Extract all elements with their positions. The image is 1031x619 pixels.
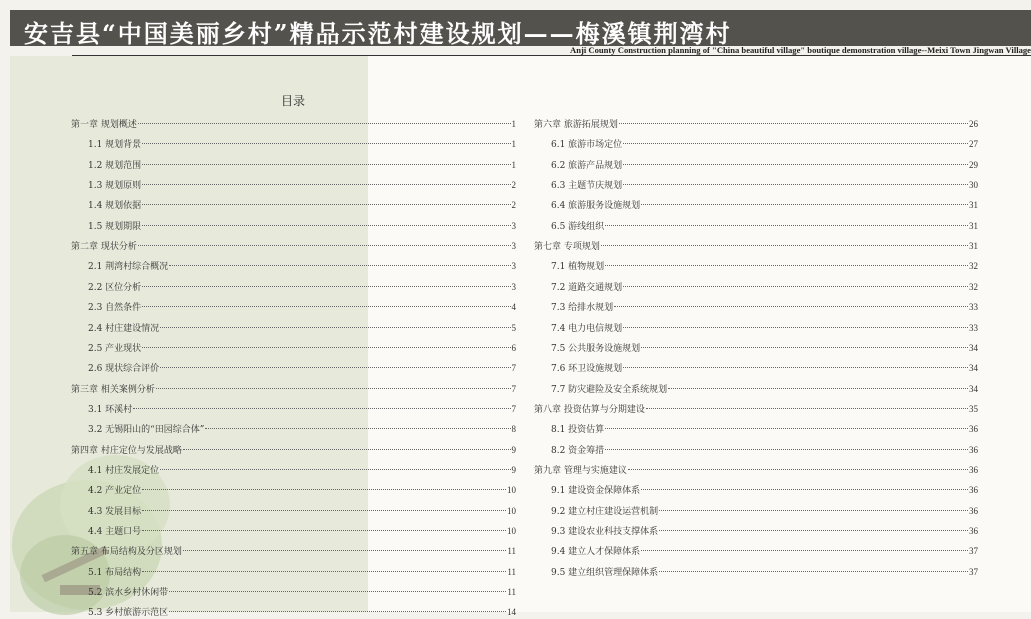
toc-section-entry[interactable] xyxy=(551,220,978,232)
toc-chapter-entry[interactable] xyxy=(71,383,516,395)
toc-section-entry[interactable] xyxy=(551,444,978,456)
toc-entry-label: 7.2 道路交通规划 xyxy=(551,282,623,293)
toc-chapter-entry[interactable] xyxy=(71,240,516,252)
toc-page-number: 31 xyxy=(969,200,978,211)
toc-page-number: 36 xyxy=(969,505,978,516)
toc-section-entry[interactable] xyxy=(551,179,978,191)
toc-entry-label: 1.3 规划原则 xyxy=(88,181,142,192)
toc-entry-label: 6.4 旅游服务设施规划 xyxy=(551,201,641,212)
toc-entry-label: 第六章 旅游拓展规划 xyxy=(534,120,618,130)
toc-entry-label: 9.3 建设农业科技支撑体系 xyxy=(551,527,659,537)
toc-entry-label: 第二章 现状分析 xyxy=(71,242,137,253)
toc-entry-label: 5.1 布局结构 xyxy=(88,567,142,578)
toc-entry-label: 1.4 规划依据 xyxy=(88,201,142,212)
toc-leader-dots xyxy=(646,408,968,409)
toc-entry-label: 第五章 布局结构及分区规划 xyxy=(71,547,182,558)
toc-leader-dots xyxy=(142,143,510,144)
toc-section-entry[interactable] xyxy=(551,199,978,211)
toc-section-entry[interactable] xyxy=(551,383,978,395)
toc-page-number: 8 xyxy=(511,424,516,435)
toc-page-number: 9 xyxy=(511,464,516,475)
toc-leader-dots xyxy=(160,327,510,328)
toc-leader-dots xyxy=(623,327,968,328)
toc-page-number: 7 xyxy=(511,383,516,394)
toc-leader-dots xyxy=(668,388,968,389)
toc-leader-dots xyxy=(605,428,968,429)
toc-entry-label: 7.1 植物规划 xyxy=(551,262,605,273)
toc-entry-label: 1.5 规划期限 xyxy=(88,221,142,232)
toc-leader-dots xyxy=(142,489,506,490)
toc-section-entry[interactable] xyxy=(88,179,516,191)
toc-section-entry[interactable] xyxy=(88,342,516,354)
toc-page-number: 36 xyxy=(969,424,978,435)
toc-section-entry[interactable] xyxy=(88,301,516,313)
toc-leader-dots xyxy=(623,286,968,287)
toc-leader-dots xyxy=(641,347,968,348)
toc-section-entry[interactable] xyxy=(88,464,516,476)
toc-leader-dots xyxy=(142,286,510,287)
toc-page-number: 1 xyxy=(511,139,516,150)
toc-entry-label: 第三章 相关案例分析 xyxy=(71,384,155,395)
toc-leader-dots xyxy=(205,428,510,429)
toc-entry-label: 8.1 投资估算 xyxy=(551,425,605,436)
toc-page-number: 2 xyxy=(511,200,516,211)
toc-page-number: 29 xyxy=(969,159,978,170)
toc-section-entry[interactable] xyxy=(551,281,978,293)
toc-leader-dots xyxy=(142,225,510,226)
toc-leader-dots xyxy=(659,530,968,531)
toc-leader-dots xyxy=(641,204,968,205)
toc-entry-label: 第七章 专项规划 xyxy=(534,242,600,253)
toc-page-number: 3 xyxy=(511,261,516,272)
toc-section-entry[interactable] xyxy=(88,362,516,374)
toc-page-number: 33 xyxy=(969,302,978,313)
toc-page-number: 36 xyxy=(969,526,978,536)
toc-section-entry[interactable] xyxy=(88,423,516,435)
toc-entry-label: 2.6 现状综合评价 xyxy=(88,364,160,375)
toc-entry-label: 4.3 发展目标 xyxy=(88,506,142,517)
toc-page-number: 33 xyxy=(969,322,978,333)
toc-page-number: 10 xyxy=(507,526,516,536)
toc-page-number: 5 xyxy=(511,322,516,333)
toc-entry-label: 2.5 产业现状 xyxy=(88,343,142,354)
toc-entry-label: 第九章 管理与实施建议 xyxy=(534,465,627,476)
toc-entry-label: 5.3 乡村旅游示范区 xyxy=(88,608,169,619)
toc-page-number: 31 xyxy=(969,220,978,231)
toc-entry-label: 7.7 防灾避险及安全系统规划 xyxy=(551,384,668,395)
toc-page-number: 1 xyxy=(511,159,516,170)
toc-entry-label: 2.2 区位分析 xyxy=(88,282,142,293)
toc-page-number: 3 xyxy=(511,241,516,252)
toc-page-number: 10 xyxy=(507,485,516,496)
toc-section-entry[interactable] xyxy=(551,423,978,435)
toc-page-number: 4 xyxy=(511,302,516,313)
toc-entry-label: 7.6 环卫设施规划 xyxy=(551,364,623,375)
toc-leader-dots xyxy=(142,510,506,511)
toc-page-number: 11 xyxy=(507,546,516,557)
toc-leader-dots xyxy=(142,184,510,185)
toc-entry-label: 8.2 资金筹措 xyxy=(551,445,605,456)
toc-entry-label: 2.4 村庄建设情况 xyxy=(88,323,160,334)
toc-entry-label: 5.2 滨水乡村休闲带 xyxy=(88,588,169,599)
toc-section-entry[interactable] xyxy=(551,484,978,496)
toc-entry-label: 4.1 村庄发展定位 xyxy=(88,465,160,476)
toc-leader-dots xyxy=(160,469,510,470)
toc-entry-label: 1.2 规划范围 xyxy=(88,160,142,171)
toc-chapter-entry[interactable] xyxy=(71,118,516,130)
toc-entry-label: 第四章 村庄定位与发展战略 xyxy=(71,445,182,456)
toc-section-entry[interactable] xyxy=(88,566,516,578)
toc-chapter-entry[interactable] xyxy=(534,403,978,415)
toc-page-number: 31 xyxy=(969,241,978,252)
toc-page-number: 1 xyxy=(511,119,516,129)
toc-entry-label: 6.3 主题节庆规划 xyxy=(551,181,623,192)
toc-entry-label: 6.1 旅游市场定位 xyxy=(551,140,623,151)
toc-page-number: 26 xyxy=(969,119,978,129)
toc-chapter-entry[interactable] xyxy=(71,545,516,557)
toc-section-entry[interactable] xyxy=(88,260,516,272)
toc-leader-dots xyxy=(623,184,968,185)
toc-entry-label: 6.2 旅游产品规划 xyxy=(551,160,623,171)
toc-entry-label: 9.1 建设资金保障体系 xyxy=(551,486,641,497)
toc-page-number: 11 xyxy=(507,587,516,598)
toc-page-number: 37 xyxy=(969,566,978,577)
toc-section-entry[interactable] xyxy=(88,484,516,496)
toc-page-number: 36 xyxy=(969,464,978,475)
toc-chapter-entry[interactable] xyxy=(534,464,978,476)
toc-title: 目录 xyxy=(281,94,306,108)
toc-section-entry[interactable] xyxy=(88,281,516,293)
toc-section-entry[interactable] xyxy=(551,301,978,313)
toc-page-number: 37 xyxy=(969,546,978,557)
toc-entry-label: 4.2 产业定位 xyxy=(88,486,142,497)
toc-page-number: 36 xyxy=(969,444,978,455)
toc-entry-label: 2.1 荆湾村综合概况 xyxy=(88,262,169,273)
toc-section-entry[interactable] xyxy=(551,525,978,537)
toc-section-entry[interactable] xyxy=(551,362,978,374)
toc-leader-dots xyxy=(160,367,510,368)
toc-section-entry[interactable] xyxy=(551,138,978,150)
toc-page-number: 34 xyxy=(969,363,978,374)
toc-entry-label: 第一章 规划概述 xyxy=(71,120,137,130)
toc-page-number: 32 xyxy=(969,261,978,272)
toc-section-entry[interactable] xyxy=(88,138,516,150)
toc-leader-dots xyxy=(605,225,968,226)
toc-entry-label: 3.1 环溪村 xyxy=(88,404,133,415)
toc-leader-dots xyxy=(605,449,968,450)
toc-leader-dots xyxy=(619,123,968,124)
toc-page-number: 32 xyxy=(969,281,978,292)
toc-leader-dots xyxy=(623,143,968,144)
toc-section-entry[interactable] xyxy=(551,545,978,557)
toc-page-number: 7 xyxy=(511,403,516,414)
toc-leader-dots xyxy=(183,449,511,450)
toc-section-entry[interactable] xyxy=(88,505,516,517)
toc-section-entry[interactable] xyxy=(551,342,978,354)
toc-section-entry[interactable] xyxy=(551,260,978,272)
toc-entry-label: 7.4 电力电信规划 xyxy=(551,323,623,334)
toc-section-entry[interactable] xyxy=(88,586,516,598)
toc-leader-dots xyxy=(142,204,510,205)
toc-section-entry[interactable] xyxy=(88,525,516,537)
toc-entry-label: 9.4 建立人才保障体系 xyxy=(551,547,641,558)
toc-leader-dots xyxy=(614,306,968,307)
toc-page-number: 11 xyxy=(507,566,516,577)
toc-leader-dots xyxy=(133,408,510,409)
toc-entry-label: 3.2 无锡阳山的“田园综合体” xyxy=(88,425,205,436)
toc-leader-dots xyxy=(641,489,968,490)
toc-leader-dots xyxy=(169,591,506,592)
toc-section-entry[interactable] xyxy=(551,159,978,171)
toc-entry-label: 9.5 建立组织管理保障体系 xyxy=(551,567,659,578)
toc-entry-label: 9.2 建立村庄建设运营机制 xyxy=(551,506,659,517)
toc-entry-label: 1.1 规划背景 xyxy=(88,140,142,151)
toc-page-number: 2 xyxy=(511,180,516,191)
toc-leader-dots xyxy=(601,245,968,246)
header-banner xyxy=(10,10,1031,46)
toc-leader-dots xyxy=(659,571,968,572)
toc-section-entry[interactable] xyxy=(88,322,516,334)
toc-leader-dots xyxy=(169,265,510,266)
toc-page-number: 30 xyxy=(969,180,978,191)
toc-leader-dots xyxy=(138,123,511,124)
toc-page-number: 14 xyxy=(507,607,516,618)
toc-chapter-entry[interactable] xyxy=(71,444,516,456)
toc-chapter-entry[interactable] xyxy=(534,240,978,252)
toc-leader-dots xyxy=(142,306,510,307)
toc-leader-dots xyxy=(142,530,506,531)
toc-entry-label: 第八章 投资估算与分期建设 xyxy=(534,404,645,415)
toc-page-number: 3 xyxy=(511,220,516,231)
toc-page-number: 27 xyxy=(969,139,978,150)
toc-section-entry[interactable] xyxy=(88,606,516,618)
toc-page-number: 36 xyxy=(969,485,978,496)
toc-page-number: 10 xyxy=(507,505,516,516)
toc-leader-dots xyxy=(142,571,506,572)
toc-leader-dots xyxy=(641,550,968,551)
toc-section-entry[interactable] xyxy=(88,220,516,232)
toc-page-number: 9 xyxy=(511,444,516,455)
toc-page-number: 34 xyxy=(969,383,978,394)
toc-leader-dots xyxy=(605,265,968,266)
toc-entry-label: 4.4 主题口号 xyxy=(88,527,142,537)
toc-entry-label: 7.5 公共服务设施规划 xyxy=(551,343,641,354)
toc-page-number: 7 xyxy=(511,363,516,374)
document-title: 安吉县“中国美丽乡村”精品示范村建设规划——梅溪镇荆湾村 xyxy=(24,19,732,48)
toc-leader-dots xyxy=(183,550,506,551)
toc-entry-label: 2.3 自然条件 xyxy=(88,303,142,314)
toc-section-entry[interactable] xyxy=(551,322,978,334)
toc-leader-dots xyxy=(138,245,511,246)
toc-section-entry[interactable] xyxy=(551,505,978,517)
toc-page-number: 3 xyxy=(511,281,516,292)
toc-section-entry[interactable] xyxy=(88,159,516,171)
toc-page-number: 6 xyxy=(511,342,516,353)
toc-page-number: 34 xyxy=(969,342,978,353)
toc-leader-dots xyxy=(142,164,510,165)
document-subtitle: Anji County Construction planning of "China beautiful village" boutique demonstration village--Meixi Town Jingwan Village xyxy=(569,45,1031,55)
toc-entry-label: 7.3 给排水规划 xyxy=(551,303,614,314)
toc-leader-dots xyxy=(156,388,511,389)
toc-entry-label: 6.5 游线组织 xyxy=(551,221,605,232)
toc-leader-dots xyxy=(623,367,968,368)
header-divider xyxy=(72,55,1031,56)
toc-leader-dots xyxy=(659,510,968,511)
toc-leader-dots xyxy=(628,469,968,470)
toc-section-entry[interactable] xyxy=(88,199,516,211)
toc-leader-dots xyxy=(142,347,510,348)
toc-leader-dots xyxy=(623,164,968,165)
toc-chapter-entry[interactable] xyxy=(534,118,978,130)
toc-page-number: 35 xyxy=(969,403,978,414)
toc-section-entry[interactable] xyxy=(88,403,516,415)
toc-section-entry[interactable] xyxy=(551,566,978,578)
